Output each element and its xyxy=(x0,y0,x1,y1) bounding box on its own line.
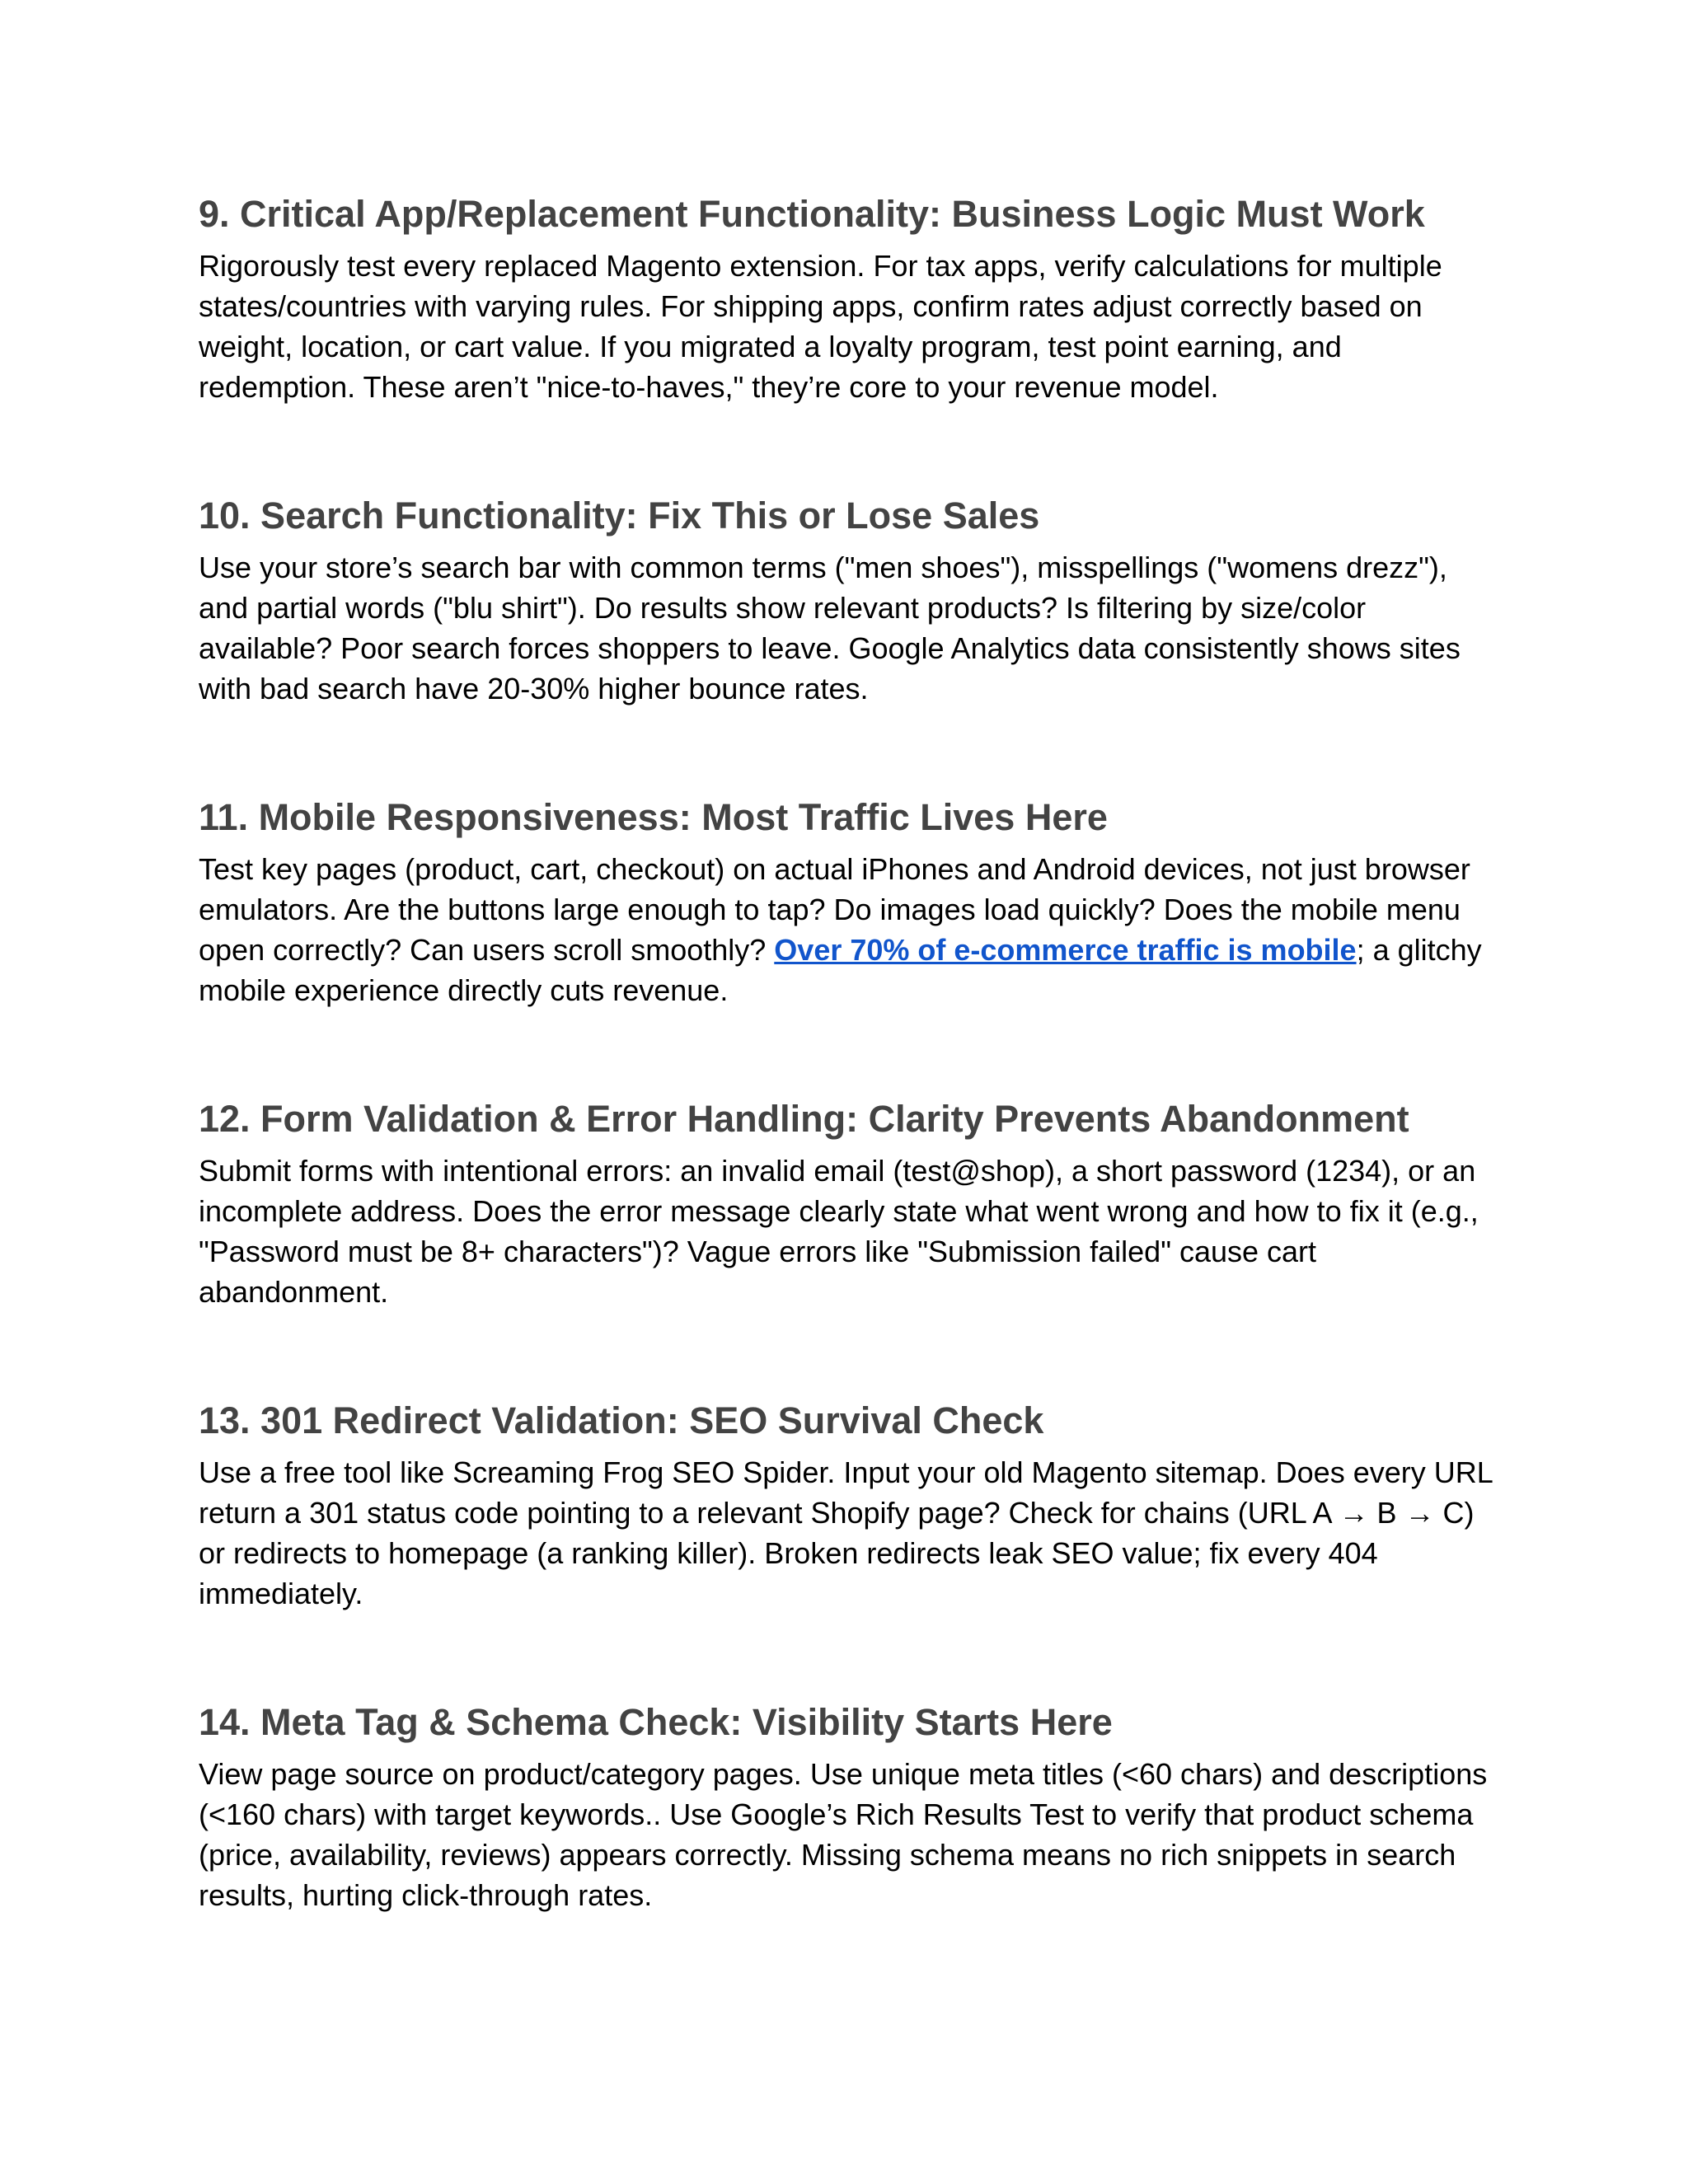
section-app-functionality xyxy=(199,191,1501,407)
section-redirect-validation xyxy=(199,1398,1501,1614)
section-meta-schema-check xyxy=(199,1699,1501,1915)
section-mobile-responsiveness xyxy=(199,794,1501,1010)
section-body: View page source on product/category pages. Use unique meta titles (<60 chars) and descriptions (<160 chars) with target keywords.. Use Google’s Rich Results Test to verify that product schema (price, availability, reviews) appears correctly. Missing schema means no rich snippets in search results, hurting click-through rates. xyxy=(199,1757,1488,1912)
section-body xyxy=(199,849,1501,1010)
mobile-traffic-link[interactable]: Over 70% of e-commerce traffic is mobile xyxy=(774,933,1357,967)
section-heading: 9. Critical App/Replacement Functionality: Business Logic Must Work xyxy=(199,193,1425,235)
section-heading: 12. Form Validation & Error Handling: Clarity Prevents Abandonment xyxy=(199,1098,1409,1140)
section-body-text-before-link: Test key pages (product, cart, checkout) on actual iPhones and Android devices, not just browser emulators. Are the buttons large enough to tap? Do images load quickly? Does the mobile menu open correctly? Can users scroll smoothly? xyxy=(199,852,1470,967)
document-page xyxy=(199,191,1501,2001)
section-body: Rigorously test every replaced Magento extension. For tax apps, verify calculations for multiple states/countries with varying rules. For shipping apps, confirm rates adjust correctly based on weight, location, or cart value. If you migrated a loyalty program, test point earning, and redemption. These aren’t "nice-to-haves," they’re core to your revenue model. xyxy=(199,249,1442,404)
section-form-validation xyxy=(199,1096,1501,1312)
section-heading: 11. Mobile Responsiveness: Most Traffic Lives Here xyxy=(199,796,1108,838)
section-search-functionality xyxy=(199,493,1501,709)
section-body-text-after-link: ; a glitchy mobile experience directly cuts revenue. xyxy=(199,933,1482,1007)
section-body: Use a free tool like Screaming Frog SEO Spider. Input your old Magento sitemap. Does every URL return a 301 status code pointing to a relevant Shopify page? Check for chains (URL A → B → C) or redirects to homepage (a ranking killer). Broken redirects leak SEO value; fix every 404 immediately. xyxy=(199,1455,1493,1610)
section-body: Use your store’s search bar with common terms ("men shoes"), misspellings ("womens drezz"), and partial words ("blu shirt"). Do results show relevant products? Is filtering by size/color available? Poor search forces shoppers to leave. Google Analytics data consistently shows sites with bad search have 20-30% higher bounce rates. xyxy=(199,551,1461,705)
section-heading: 14. Meta Tag & Schema Check: Visibility Starts Here xyxy=(199,1701,1113,1743)
section-body: Submit forms with intentional errors: an invalid email (test@shop), a short password (1234), or an incomplete address. Does the error message clearly state what went wrong and how to fix it (e.g., "Password must be 8+ characters")? Vague errors like "Submission failed" cause cart abandonment. xyxy=(199,1154,1479,1309)
section-heading: 13. 301 Redirect Validation: SEO Survival Check xyxy=(199,1399,1044,1441)
section-heading: 10. Search Functionality: Fix This or Lose Sales xyxy=(199,494,1040,537)
